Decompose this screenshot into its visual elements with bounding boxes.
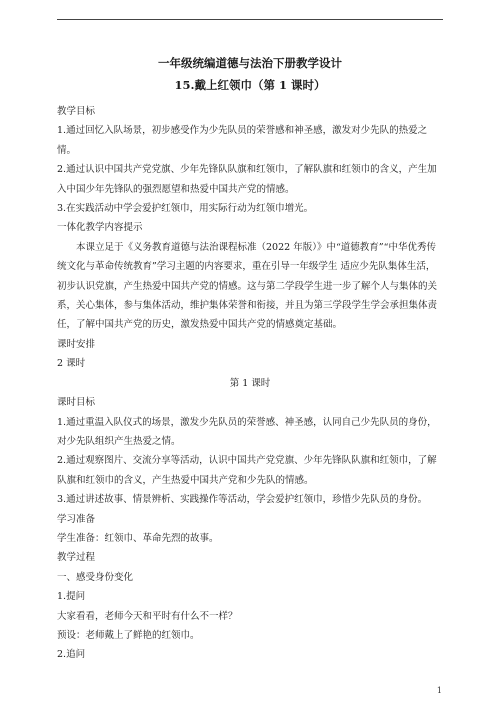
process-substep-2: 2.追问 <box>57 649 86 661</box>
section-heading-content-hint: 一体化教学内容提示 <box>57 222 143 234</box>
section-heading-objectives: 教学目标 <box>57 106 96 117</box>
process-question: 大家看看，老师今天和平时有什么不一样？ <box>57 610 238 622</box>
lesson-period-heading: 第 1 课时 <box>229 377 271 389</box>
period-objective-1: 1.通过重温入队仪式的场景，激发少先队员的荣誉感、神圣感，认同自己少先队员的身份，对少先队组织产生热爱之情。 <box>57 416 437 447</box>
process-substep-1: 1.提问 <box>57 591 86 603</box>
content-hint-paragraph: 本课立足于《义务教育道德与法治课程标准（2022 年版）》中“道德教育”“中华优秀传统文化与革命传统教育”学习主题的内容要求，重在引导一年级学生 适应少先队集体生活，初步认识党旗，产生热爱中国共产党的情感。这与第二学段学生进一步了解个人与集体的关系，关心集体，参与集体活动，维护集体荣誉和衔接，并且为第三学段学生学会承担集体责任，了解中国共产党的历史，激发热爱中国共产党的情感奠定基础。 <box>57 241 438 331</box>
process-step-1: 一、感受身份变化 <box>57 571 134 583</box>
document-title: 一年级统编道德与法治下册教学设计 <box>158 56 342 70</box>
preparation-item: 学生准备：红领巾、革命先烈的故事。 <box>57 532 219 544</box>
lesson-title: 15.戴上红领巾（第 1 课时） <box>174 78 326 92</box>
page-number: 1 <box>436 686 442 695</box>
section-heading-preparation: 学习准备 <box>57 513 96 525</box>
section-heading-period-objectives: 课时目标 <box>57 397 96 409</box>
objective-1: 1.通过回忆入队场景，初步感受作为少先队员的荣誉感和神圣感，激发对少先队的热爱之情。 <box>57 125 428 156</box>
objective-2: 2.通过认识中国共产党党旗、少年先锋队队旗和红领巾，了解队旗和红领巾的含义，产生加入中国少年先锋队的强烈愿望和热爱中国共产党的情感。 <box>57 164 437 195</box>
header-rule <box>57 19 443 20</box>
section-heading-schedule: 课时安排 <box>57 338 96 350</box>
schedule-value: 2 课时 <box>57 358 86 370</box>
period-objective-3: 3.通过讲述故事、情景辨析、实践操作等活动，学会爱护红领巾，珍惜少先队员的身份。 <box>57 494 428 506</box>
process-expected-answer: 预设：老师戴上了鲜艳的红领巾。 <box>57 629 200 641</box>
period-objective-2: 2.通过观察图片、交流分享等活动，认识中国共产党党旗、少年先锋队队旗和红领巾，了解队旗和红领巾的含义，产生热爱中国共产党和少先队的情感。 <box>57 455 437 486</box>
objective-3: 3.在实践活动中学会爱护红领巾，用实际行动为红领巾增光。 <box>57 203 314 215</box>
document-body <box>57 52 443 665</box>
section-heading-process: 教学过程 <box>57 552 96 564</box>
